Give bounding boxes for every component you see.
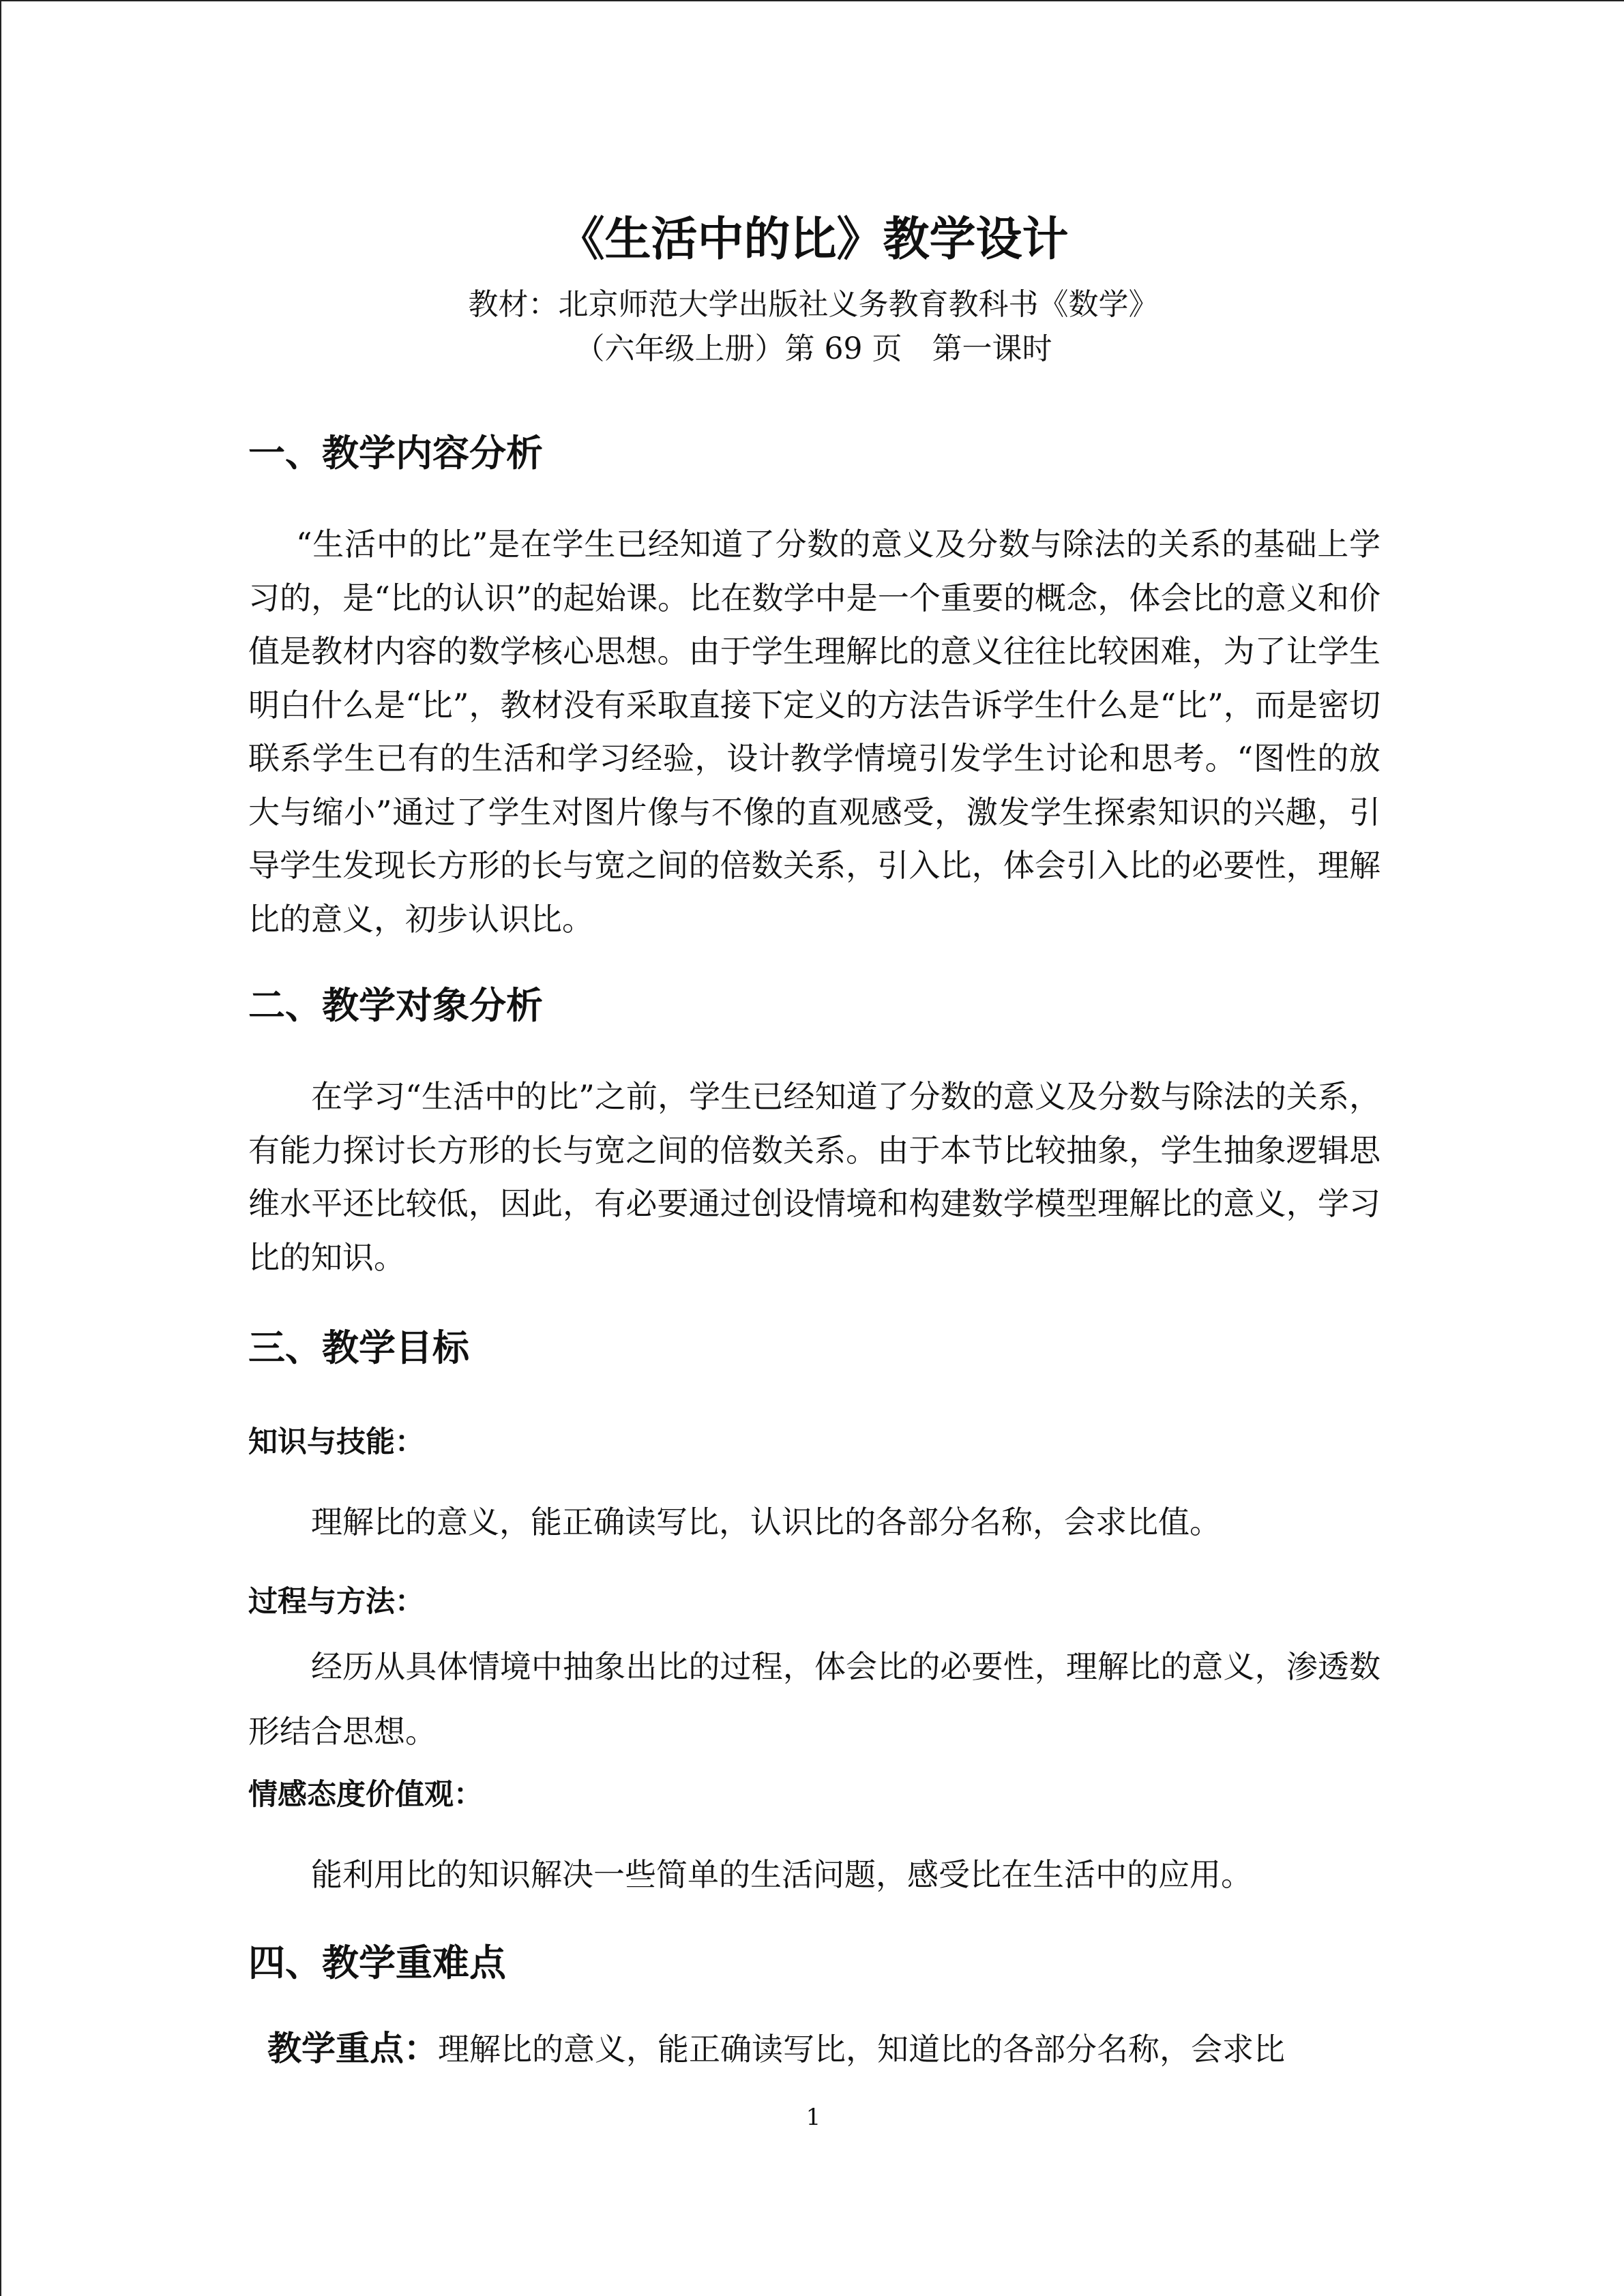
document-title: 《生活中的比》教学设计 xyxy=(558,213,1069,267)
heading-key-points: 四、教学重难点 xyxy=(248,1941,506,1984)
textbook-volume-page: （六年级上册）第 69 页 第一课时 xyxy=(574,331,1052,366)
teaching-focus-text: 理解比的意义，能正确读写比，知道比的各部分名称，会求比 xyxy=(438,2031,1285,2068)
page-number: 1 xyxy=(806,2104,821,2131)
paragraph-learner-analysis: 在学习“生活中的比”之前，学生已经知道了分数的意义及分数与除法的关系，有能力探讨长方形的长与宽之间的倍数关系。由于本节比较抽象，学生抽象逻辑思维水平还比较低，因此，有必要通过创设情境和构建数学模型理解比的意义，学习比的知识。 xyxy=(248,1078,1381,1276)
heading-learner-analysis: 二、教学对象分析 xyxy=(248,984,543,1027)
heading-content-analysis: 一、教学内容分析 xyxy=(248,432,543,475)
teaching-focus-label: 教学重点： xyxy=(267,2029,438,2068)
label-attitude-values: 情感态度价值观： xyxy=(248,1778,483,1812)
heading-objectives: 三、教学目标 xyxy=(248,1326,469,1369)
text-attitude-values: 能利用比的知识解决一些简单的生活问题，感受比在生活中的应用。 xyxy=(311,1856,1252,1893)
label-process-methods: 过程与方法： xyxy=(248,1585,424,1619)
text-knowledge-skills: 理解比的意义，能正确读写比，认识比的各部分名称，会求比值。 xyxy=(311,1504,1221,1540)
textbook-source: 教材：北京师范大学出版社义务教育教科书《数学》 xyxy=(468,287,1159,322)
paragraph-content-analysis: “生活中的比”是在学生已经知道了分数的意义及分数与除法的关系的基础上学习的，是“比的认识”的起始课。比在数学中是一个重要的概念，体会比的意义和价值是教材内容的数学核心思想。由于学生理解比的意义往往比较困难，为了让学生明白什么是“比”，教材没有采取直接下定义的方法告诉学生什么是“比”，而是密切联系学生已有的生活和学习经验，设计教学情境引发学生讨论和思考。“图性的放大与缩小”通过了学生对图片像与不像的直观感受，激发学生探索知识的兴趣，引导学生发现长方形的长与宽之间的倍数关系，引入比，体会引入比的必要性，理解比的意义，初步认识比。 xyxy=(248,526,1381,938)
label-knowledge-skills: 知识与技能： xyxy=(248,1425,424,1459)
text-process-methods: 经历从具体情境中抽象出比的过程，体会比的必要性，理解比的意义，渗透数形结合思想。 xyxy=(248,1648,1381,1750)
teaching-focus xyxy=(267,2028,1386,2070)
